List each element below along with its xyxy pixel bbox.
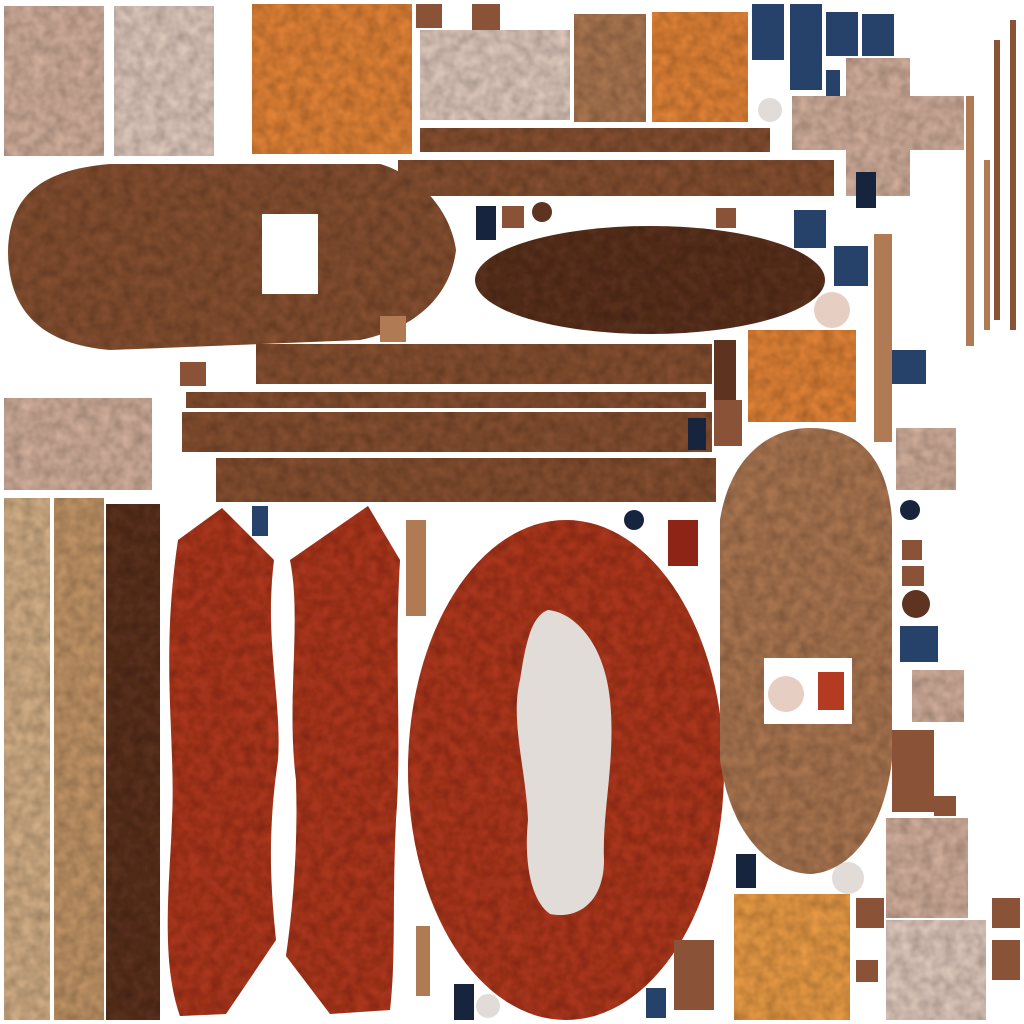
dark-wood-oval: [475, 226, 825, 334]
wood-chip: [902, 566, 924, 586]
red-wing-left: [168, 508, 279, 1016]
navy-chip: [646, 988, 666, 1018]
round-badge: [624, 510, 644, 530]
round-badge: [476, 994, 500, 1018]
navy-chip: [454, 984, 474, 1020]
cutout-hole: [262, 214, 318, 294]
wood-plank: [182, 412, 712, 452]
navy-chip: [476, 206, 496, 240]
pink-plaster-patch: [886, 920, 986, 1020]
wood-chip: [180, 362, 206, 386]
round-badge: [758, 98, 782, 122]
wood-plank: [186, 392, 706, 408]
tan-strip: [54, 498, 104, 1020]
orange-patch: [652, 12, 748, 122]
wood-chip: [902, 540, 922, 560]
navy-chip: [736, 854, 756, 888]
navy-chip: [688, 418, 706, 450]
navy-patch: [752, 4, 784, 60]
wood-chip: [416, 4, 442, 28]
wood-chip: [992, 940, 1020, 980]
wood-chip: [892, 730, 934, 812]
navy-chip: [892, 350, 926, 384]
wood-chip: [934, 796, 956, 816]
orange-patch: [252, 4, 412, 154]
tan-strip: [4, 498, 50, 1020]
wood-chip: [856, 898, 884, 928]
wood-chip: [472, 4, 500, 30]
pink-plaster-patch: [912, 670, 964, 722]
round-badge: [900, 500, 920, 520]
wood-chip: [992, 898, 1020, 928]
pink-plaster-patch: [114, 6, 214, 156]
wood-plank: [420, 128, 770, 152]
pink-plaster-patch: [886, 818, 968, 918]
round-badge: [902, 590, 930, 618]
navy-chip: [252, 506, 268, 536]
wood-chip: [406, 520, 426, 616]
pale-fabric-center: [517, 610, 612, 915]
wood-stick: [984, 160, 990, 330]
wood-stick: [994, 40, 1000, 320]
round-badge: [532, 202, 552, 222]
pink-plaster-patch: [896, 428, 956, 490]
pink-plaster-patch: [420, 30, 570, 120]
wood-plank: [256, 344, 712, 384]
navy-chip: [856, 172, 876, 208]
wood-stick: [1010, 20, 1016, 330]
navy-patch: [826, 12, 858, 56]
wood-patch: [574, 14, 646, 122]
red-chip: [668, 520, 698, 566]
wood-chip: [856, 960, 878, 982]
wood-plank: [216, 458, 716, 502]
navy-chip: [794, 210, 826, 248]
round-badge: [832, 862, 864, 894]
wood-chip: [416, 926, 430, 996]
wood-chip: [502, 206, 524, 228]
red-chip: [818, 672, 844, 710]
navy-chip: [834, 246, 868, 286]
wood-chip: [714, 340, 736, 410]
dark-wood-strip: [106, 504, 160, 1020]
red-wing-right: [286, 506, 400, 1014]
wood-chip: [716, 208, 736, 228]
pink-plaster-patch: [4, 398, 152, 490]
orange-patch: [748, 330, 856, 422]
pink-plaster-patch: [4, 6, 104, 156]
wood-tall-oval: [720, 428, 892, 874]
wood-plank: [398, 160, 834, 196]
navy-patch: [862, 14, 894, 56]
round-badge: [814, 292, 850, 328]
wood-chip: [380, 316, 406, 342]
wood-chip: [714, 400, 742, 446]
orange-patch: [734, 894, 850, 1020]
navy-patch: [790, 4, 822, 90]
wood-stick: [966, 96, 974, 346]
navy-chip: [900, 626, 938, 662]
wood-stick: [874, 234, 892, 442]
wood-chip: [674, 940, 714, 1010]
round-badge: [768, 676, 804, 712]
